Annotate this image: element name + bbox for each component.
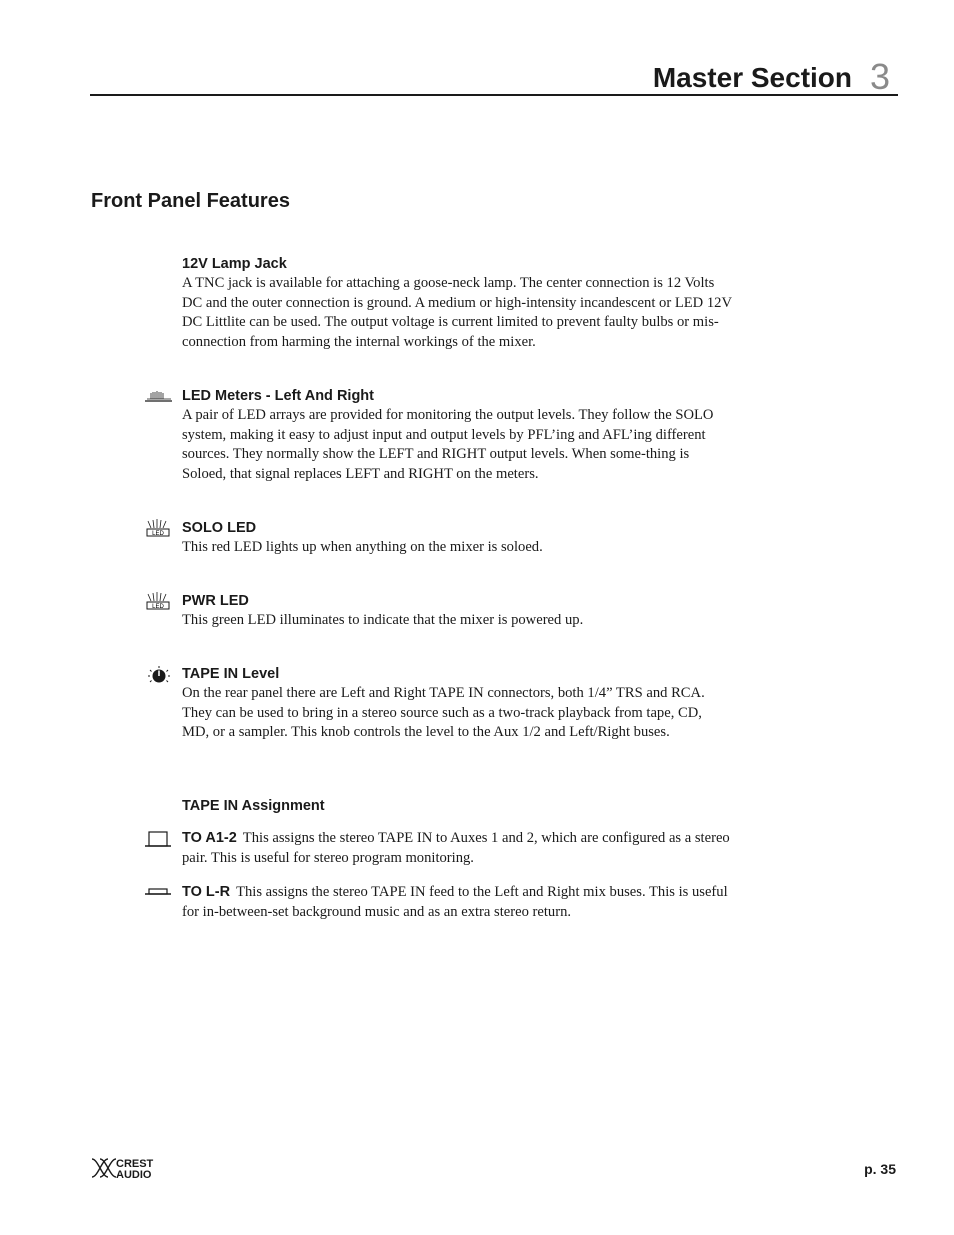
item-to-a1-2 bbox=[182, 829, 732, 868]
item-body: This red LED lights up when anything on the mixer is soloed. bbox=[182, 539, 543, 555]
chapter-number: 3 bbox=[869, 56, 890, 97]
item-led-meters bbox=[182, 386, 732, 485]
item-title: TO A1-2 bbox=[182, 830, 237, 846]
item-title: TAPE IN Level bbox=[182, 666, 280, 682]
item-title: LED Meters - Left And Right bbox=[182, 388, 374, 404]
item-body: A pair of LED arrays are provided for monitoring the output levels. They follow the SOLO system, making it easy to adjust input and output levels by PFL’ing and AFL’ing different sources. They normally show the LEFT and RIGHT output levels. When some-thing is Soloed, that signal replaces LEFT and RIGHT on the meters. bbox=[182, 407, 714, 483]
item-tape-in-level bbox=[182, 664, 732, 743]
item-solo-led bbox=[182, 518, 732, 558]
switch-up-icon bbox=[143, 829, 173, 849]
page-title: Master Section bbox=[652, 62, 852, 93]
page-number: p. 35 bbox=[864, 1161, 896, 1177]
section-heading: Front Panel Features bbox=[91, 190, 290, 212]
item-title: SOLO LED bbox=[182, 520, 257, 536]
item-to-l-r bbox=[182, 883, 732, 922]
item-body bbox=[182, 829, 732, 868]
item-title: TO L-R bbox=[182, 884, 231, 900]
item-title: PWR LED bbox=[182, 593, 249, 609]
crest-audio-logo bbox=[90, 1155, 180, 1181]
logo-line-2: AUDIO bbox=[116, 1169, 152, 1181]
item-title: TAPE IN Assignment bbox=[182, 798, 325, 814]
item-lamp-jack bbox=[182, 254, 732, 353]
led-meter-icon bbox=[143, 388, 173, 408]
led-label: LED bbox=[152, 531, 164, 537]
solo-led-icon bbox=[143, 519, 173, 539]
page-header bbox=[90, 56, 898, 96]
item-body: This green LED illuminates to indicate that the mixer is powered up. bbox=[182, 612, 584, 628]
knob-icon bbox=[143, 665, 173, 685]
power-led-icon bbox=[143, 592, 173, 612]
item-body: On the rear panel there are Left and Right TAPE IN connectors, both 1/4” TRS and RCA. They can be used to bring in a stereo source such as a two-track playback from tape, CD, MD, or a sampler. This knob controls the level to the Aux 1/2 and Left/Right buses. bbox=[182, 685, 705, 741]
item-text: This assigns the stereo TAPE IN feed to the Left and Right mix buses. This is useful for in-between-set background music and as an extra stereo return. bbox=[182, 884, 728, 920]
item-body: A TNC jack is available for attaching a goose-neck lamp. The center connection is 12 Volts DC and the outer connection is ground. A medium or high-intensity incandescent or LED 12V DC Littlite can be used. The output voltage is current limited to prevent faulty bulbs or mis-connection from harming the internal workings of the mixer. bbox=[182, 275, 732, 351]
item-text: This assigns the stereo TAPE IN to Auxes 1 and 2, which are configured as a stereo pair. This is useful for stereo program monitoring. bbox=[182, 830, 730, 866]
switch-down-icon bbox=[143, 883, 173, 903]
item-tape-in-assignment bbox=[182, 796, 732, 816]
led-label: LED bbox=[152, 604, 164, 610]
item-body bbox=[182, 883, 732, 922]
item-title: 12V Lamp Jack bbox=[182, 256, 287, 272]
item-pwr-led bbox=[182, 591, 732, 631]
logo-line-1: CREST bbox=[116, 1158, 154, 1170]
